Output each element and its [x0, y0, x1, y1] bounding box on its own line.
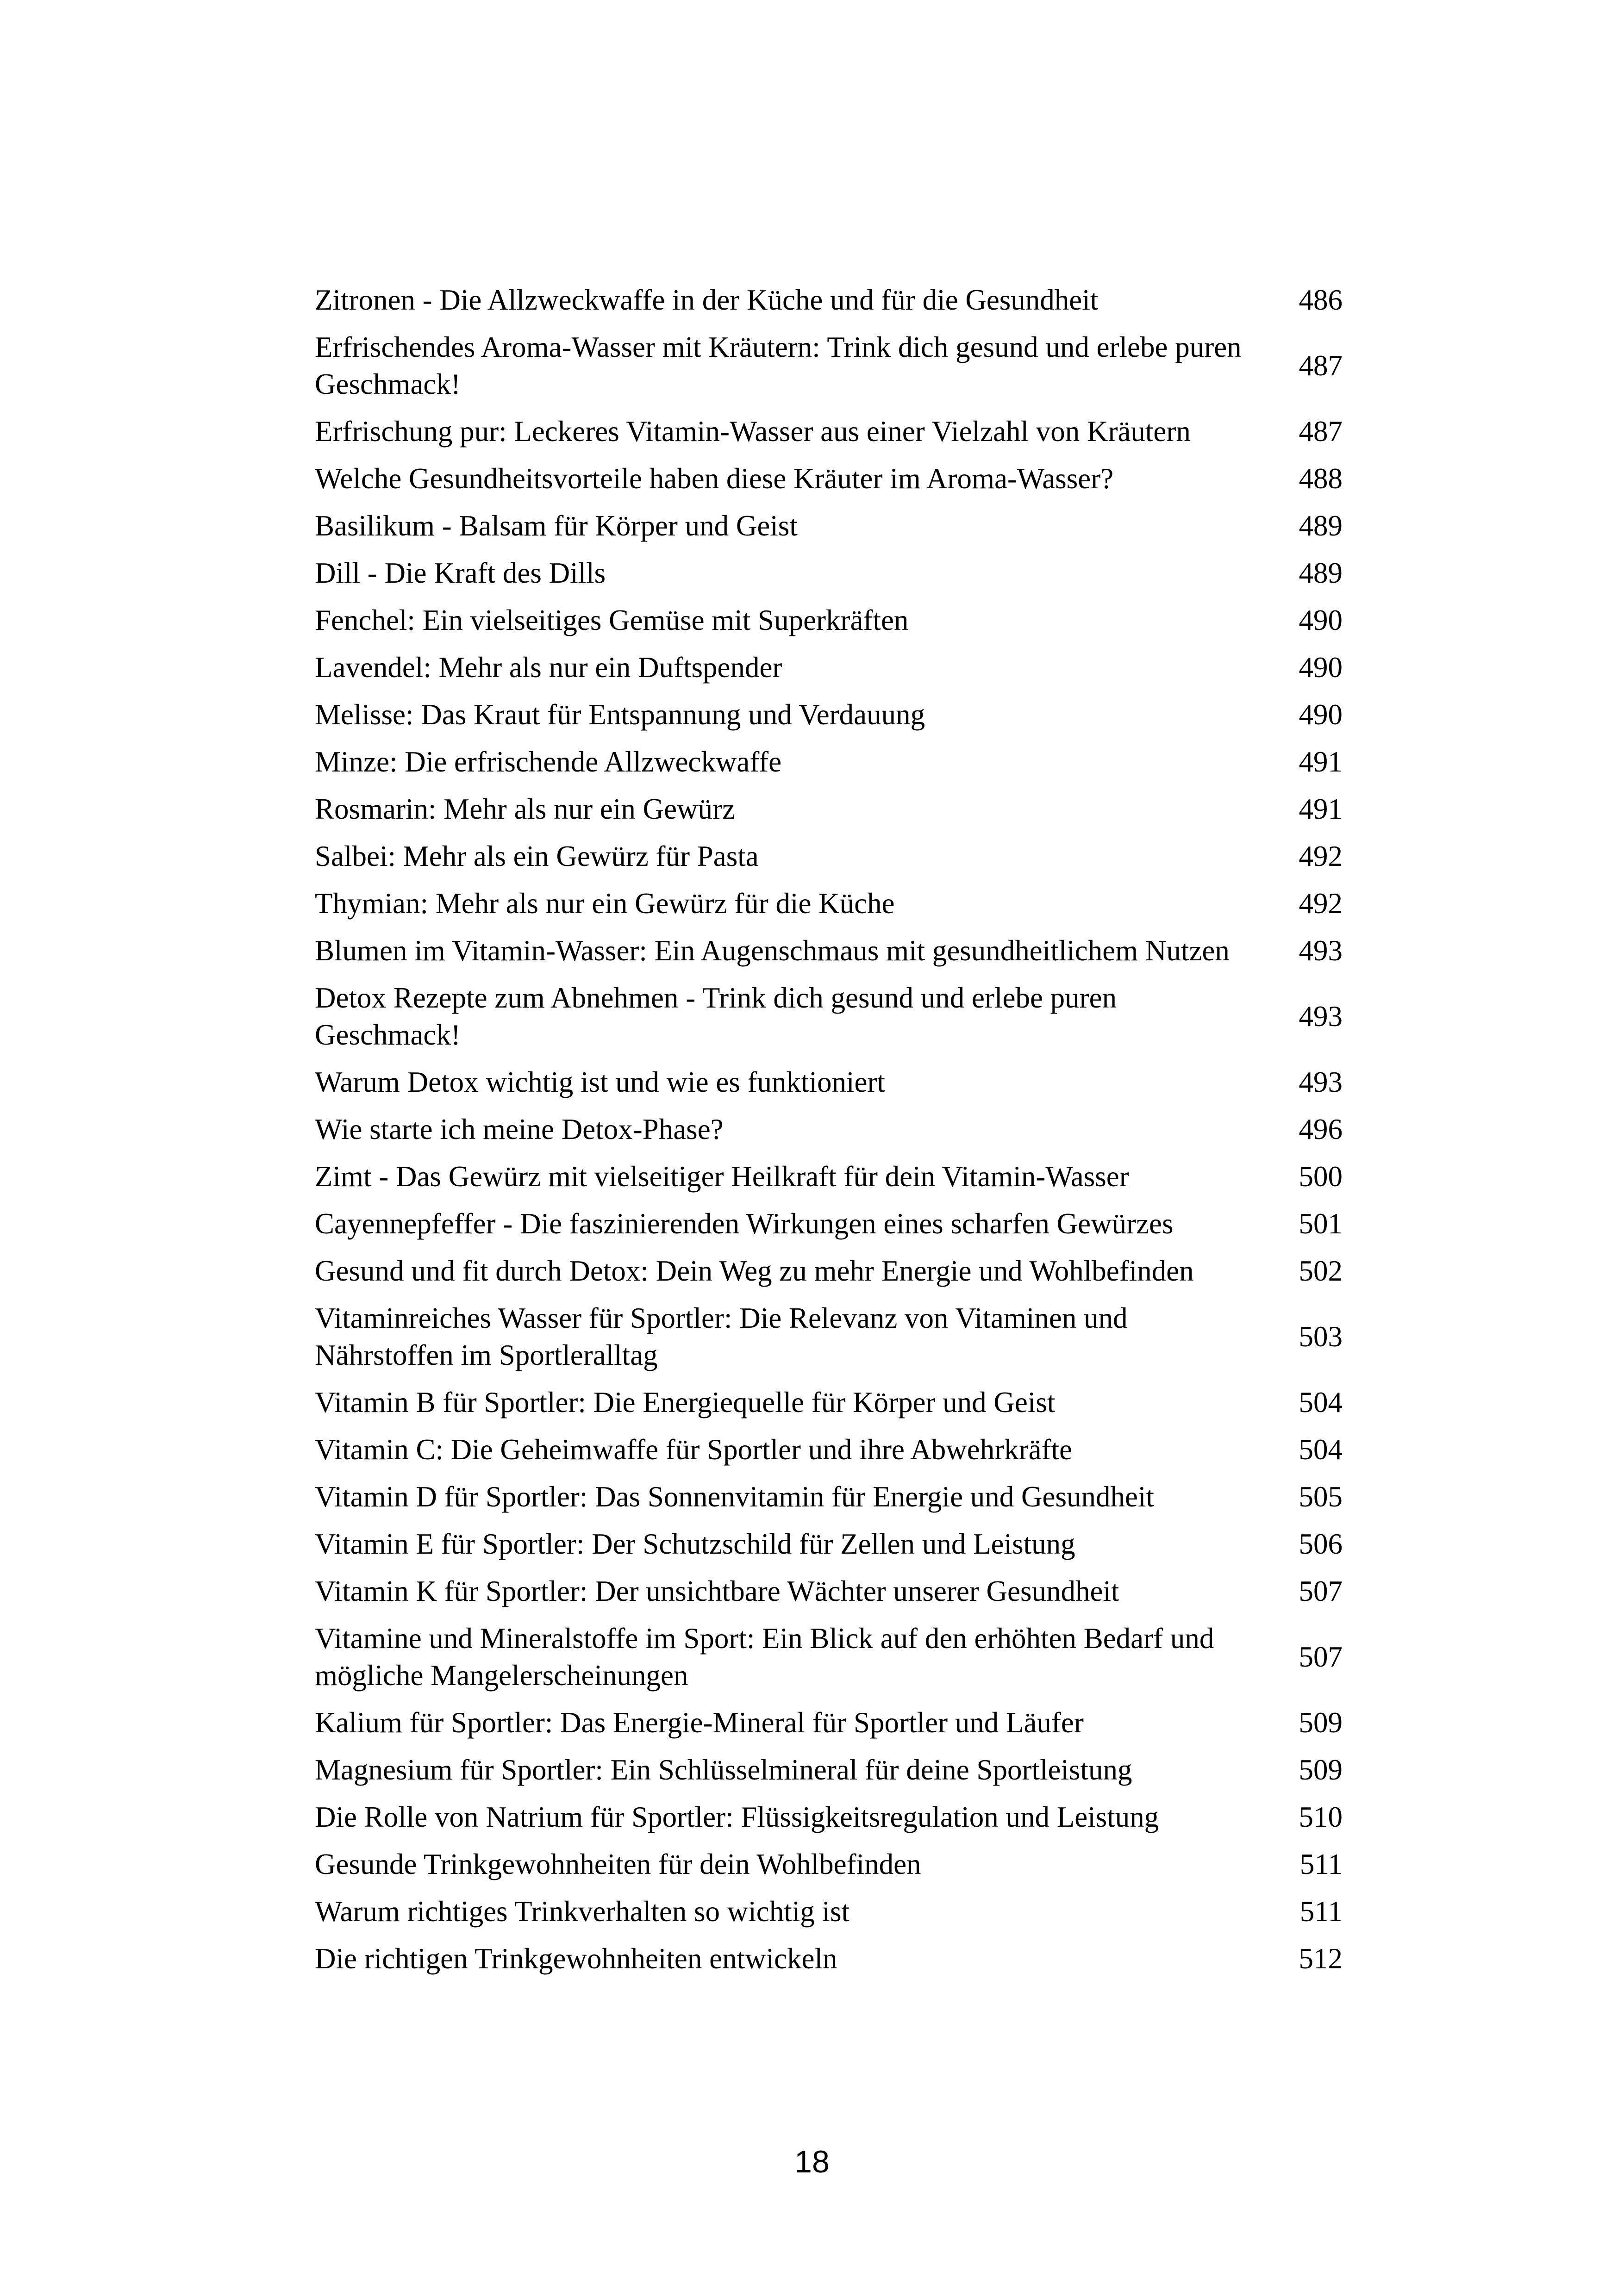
toc-entry-title: Lavendel: Mehr als nur ein Duftspender	[315, 651, 782, 684]
toc-entry-page-number: 493	[1299, 1066, 1343, 1098]
toc-entry-page-number: 491	[1299, 793, 1343, 825]
toc-entry-page-number: 511	[1299, 1895, 1343, 1928]
toc-entry-title: Welche Gesundheitsvorteile haben diese Kräuter im Aroma-Wasser?	[315, 462, 1114, 495]
toc-entry-page-number: 503	[1299, 1320, 1343, 1353]
toc-entry-title: Zimt - Das Gewürz mit vielseitiger Heilkraft für dein Vitamin-Wasser	[315, 1160, 1129, 1193]
toc-entry-title: Die Rolle von Natrium für Sportler: Flüssigkeitsregulation und Leistung	[315, 1801, 1159, 1833]
toc-entry-page-number: 512	[1299, 1942, 1343, 1975]
toc-entry-page-number: 496	[1299, 1113, 1343, 1145]
toc-entry-title: Zitronen - Die Allzweckwaffe in der Küche und für die Gesundheit	[315, 284, 1099, 316]
toc-entry-page-number: 490	[1299, 651, 1343, 684]
toc-entry-title: Minze: Die erfrischende Allzweckwaffe	[315, 746, 782, 778]
toc-entry-title: Dill - Die Kraft des Dills	[315, 557, 606, 589]
table-of-contents	[315, 281, 1343, 1987]
toc-entry-page-number: 487	[1299, 349, 1343, 382]
toc-entry-title: Vitamin K für Sportler: Der unsichtbare Wächter unserer Gesundheit	[315, 1575, 1119, 1607]
toc-entry-page-number: 489	[1299, 557, 1343, 589]
toc-entry[interactable]	[315, 460, 1343, 497]
toc-entry[interactable]	[315, 1751, 1343, 1788]
toc-entry-title: Melisse: Das Kraut für Entspannung und Verdauung	[315, 698, 925, 731]
toc-entry-page-number: 507	[1299, 1575, 1343, 1607]
toc-entry[interactable]	[315, 1384, 1343, 1421]
toc-entry-title: Erfrischendes Aroma-Wasser mit Kräutern: Trink dich gesund und erlebe puren Geschmack!	[315, 331, 1242, 400]
toc-entry[interactable]	[315, 1431, 1343, 1468]
toc-entry-page-number: 500	[1299, 1160, 1343, 1193]
toc-entry-page-number: 493	[1299, 1000, 1343, 1033]
toc-entry[interactable]	[315, 1300, 1343, 1374]
toc-entry-page-number: 492	[1299, 887, 1343, 920]
toc-entry[interactable]	[315, 885, 1343, 922]
toc-entry[interactable]	[315, 1111, 1343, 1148]
toc-entry[interactable]	[315, 1798, 1343, 1836]
toc-entry-page-number: 509	[1299, 1706, 1343, 1739]
toc-entry-title: Vitamine und Mineralstoffe im Sport: Ein Blick auf den erhöhten Bedarf und mögliche Mangelerscheinungen	[315, 1622, 1214, 1692]
toc-entry-page-number: 506	[1299, 1528, 1343, 1560]
toc-entry[interactable]	[315, 1893, 1343, 1930]
toc-entry-title: Salbei: Mehr als ein Gewürz für Pasta	[315, 840, 759, 872]
toc-entry-page-number: 490	[1299, 604, 1343, 636]
toc-entry-page-number: 509	[1299, 1754, 1343, 1786]
toc-entry[interactable]	[315, 979, 1343, 1053]
toc-entry[interactable]	[315, 743, 1343, 780]
toc-entry-title: Erfrischung pur: Leckeres Vitamin-Wasser aus einer Vielzahl von Kräutern	[315, 415, 1191, 448]
toc-entry-page-number: 489	[1299, 510, 1343, 542]
toc-entry[interactable]	[315, 281, 1343, 318]
toc-entry-title: Vitamin C: Die Geheimwaffe für Sportler und ihre Abwehrkräfte	[315, 1433, 1073, 1466]
toc-entry-title: Gesund und fit durch Detox: Dein Weg zu mehr Energie und Wohlbefinden	[315, 1255, 1194, 1287]
toc-entry-title: Vitaminreiches Wasser für Sportler: Die Relevanz von Vitaminen und Nährstoffen im Sportleralltag	[315, 1302, 1128, 1371]
toc-entry-title: Fenchel: Ein vielseitiges Gemüse mit Superkräften	[315, 604, 909, 636]
toc-entry-page-number: 507	[1299, 1641, 1343, 1673]
toc-entry-title: Thymian: Mehr als nur ein Gewürz für die Küche	[315, 887, 895, 920]
toc-entry-title: Warum richtiges Trinkverhalten so wichtig ist	[315, 1895, 850, 1928]
toc-entry-title: Vitamin D für Sportler: Das Sonnenvitamin für Energie und Gesundheit	[315, 1481, 1154, 1513]
toc-entry-page-number: 488	[1299, 462, 1343, 495]
page-number: 18	[794, 2144, 830, 2179]
toc-entry[interactable]	[315, 1620, 1343, 1694]
toc-entry-page-number: 505	[1299, 1481, 1343, 1513]
toc-entry-page-number: 487	[1299, 415, 1343, 448]
toc-entry[interactable]	[315, 1252, 1343, 1289]
toc-entry-page-number: 491	[1299, 746, 1343, 778]
toc-entry-page-number: 492	[1299, 840, 1343, 872]
toc-entry-title: Wie starte ich meine Detox-Phase?	[315, 1113, 724, 1145]
toc-entry-title: Vitamin E für Sportler: Der Schutzschild für Zellen und Leistung	[315, 1528, 1075, 1560]
toc-entry[interactable]	[315, 790, 1343, 828]
toc-entry[interactable]	[315, 1846, 1343, 1883]
toc-entry-title: Rosmarin: Mehr als nur ein Gewürz	[315, 793, 736, 825]
toc-entry[interactable]	[315, 696, 1343, 733]
toc-entry-title: Gesunde Trinkgewohnheiten für dein Wohlbefinden	[315, 1848, 921, 1880]
toc-entry-title: Blumen im Vitamin-Wasser: Ein Augenschmaus mit gesundheitlichem Nutzen	[315, 934, 1230, 967]
toc-entry-page-number: 486	[1299, 284, 1343, 316]
toc-entry-title: Basilikum - Balsam für Körper und Geist	[315, 510, 798, 542]
toc-entry-title: Die richtigen Trinkgewohnheiten entwickeln	[315, 1942, 837, 1975]
toc-entry[interactable]	[315, 1940, 1343, 1977]
toc-entry[interactable]	[315, 507, 1343, 544]
toc-entry[interactable]	[315, 1573, 1343, 1610]
toc-entry[interactable]	[315, 1478, 1343, 1515]
toc-entry[interactable]	[315, 1064, 1343, 1101]
toc-entry-page-number: 510	[1299, 1801, 1343, 1833]
toc-entry[interactable]	[315, 602, 1343, 639]
toc-entry-title: Vitamin B für Sportler: Die Energiequelle für Körper und Geist	[315, 1386, 1056, 1419]
toc-entry[interactable]	[315, 554, 1343, 591]
toc-entry[interactable]	[315, 413, 1343, 450]
toc-entry-page-number: 502	[1299, 1255, 1343, 1287]
toc-entry[interactable]	[315, 1158, 1343, 1195]
toc-entry[interactable]	[315, 1525, 1343, 1562]
toc-entry-title: Kalium für Sportler: Das Energie-Mineral für Sportler und Läufer	[315, 1706, 1084, 1739]
toc-entry-title: Warum Detox wichtig ist und wie es funktioniert	[315, 1066, 885, 1098]
toc-entry[interactable]	[315, 329, 1343, 403]
toc-entry-title: Detox Rezepte zum Abnehmen - Trink dich gesund und erlebe puren Geschmack!	[315, 982, 1117, 1051]
toc-entry-title: Magnesium für Sportler: Ein Schlüsselmineral für deine Sportleistung	[315, 1754, 1132, 1786]
toc-entry-page-number: 504	[1299, 1433, 1343, 1466]
toc-entry[interactable]	[315, 838, 1343, 875]
toc-entry[interactable]	[315, 1205, 1343, 1242]
toc-entry-page-number: 504	[1299, 1386, 1343, 1419]
toc-entry[interactable]	[315, 932, 1343, 969]
toc-entry-page-number: 493	[1299, 934, 1343, 967]
toc-entry-title: Cayennepfeffer - Die faszinierenden Wirkungen eines scharfen Gewürzes	[315, 1207, 1174, 1240]
toc-entry-page-number: 501	[1299, 1207, 1343, 1240]
toc-entry-page-number: 511	[1299, 1848, 1343, 1880]
toc-entry[interactable]	[315, 1704, 1343, 1741]
toc-entry[interactable]	[315, 649, 1343, 686]
toc-entry-page-number: 490	[1299, 698, 1343, 731]
